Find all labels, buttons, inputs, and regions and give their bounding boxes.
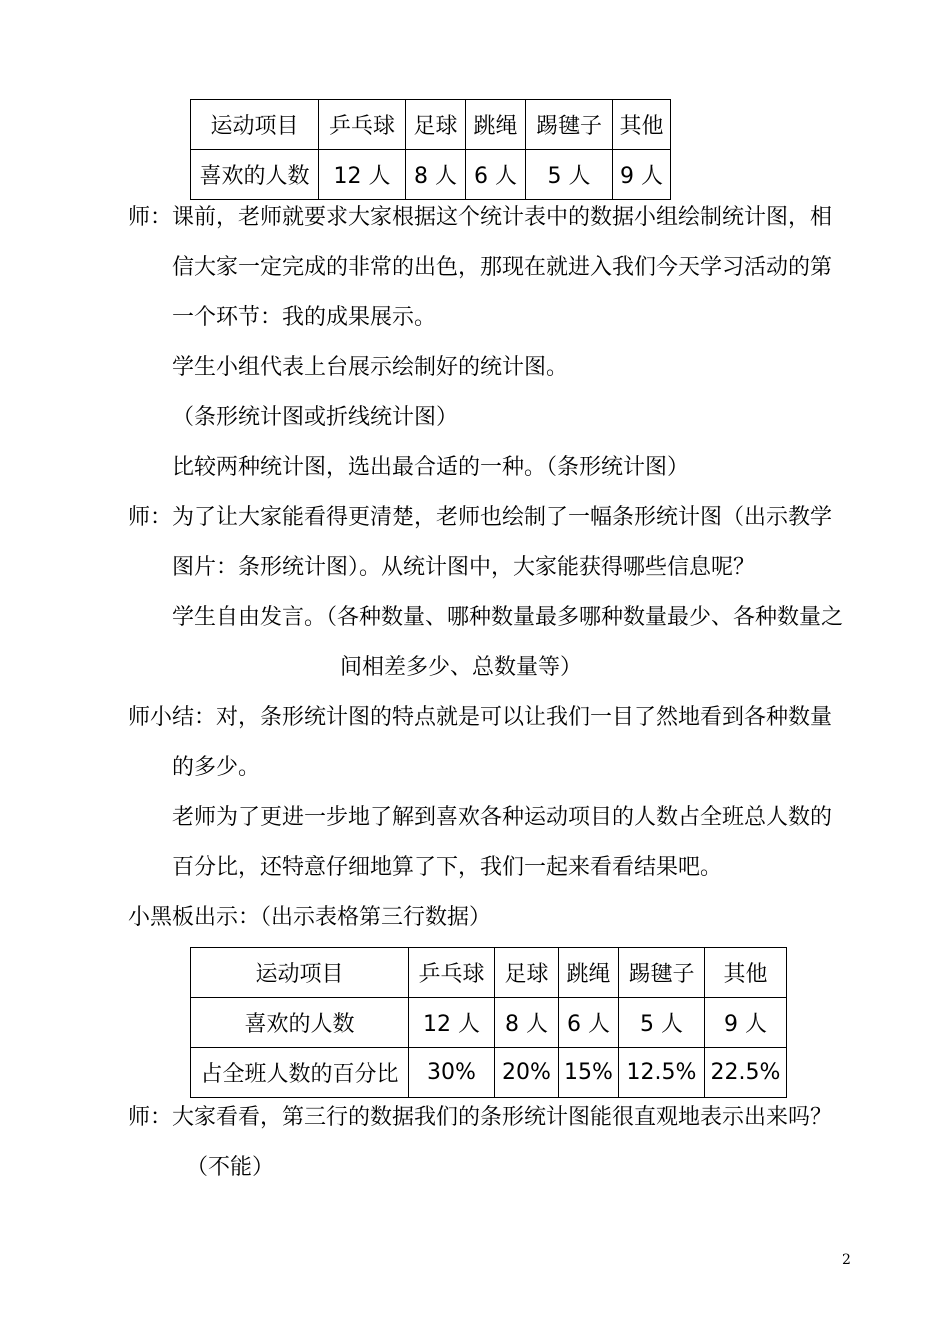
table-cell: 喜欢的人数 — [191, 998, 409, 1048]
table-row — [191, 100, 671, 150]
table-cell: 8 人 — [406, 150, 466, 200]
table-cell: 运动项目 — [191, 100, 319, 150]
text-line: 间相差多少、总数量等） — [340, 655, 583, 680]
text-line: 小黑板出示：（出示表格第三行数据） — [128, 905, 492, 930]
text-line: （条形统计图或折线统计图） — [172, 405, 459, 430]
table-cell: 12 人 — [409, 998, 495, 1048]
table-cell: 6 人 — [466, 150, 526, 200]
table-cell: 6 人 — [559, 998, 619, 1048]
table-cell: 12 人 — [319, 150, 406, 200]
table-cell: 15% — [559, 1048, 619, 1098]
table-row — [191, 1048, 787, 1098]
table-cell: 12.5% — [619, 1048, 705, 1098]
table-cell: 踢毽子 — [619, 948, 705, 998]
text-line: 百分比，还特意仔细地算了下，我们一起来看看结果吧。 — [172, 855, 723, 880]
text-line: 师：课前，老师就要求大家根据这个统计表中的数据小组绘制统计图，相 — [128, 205, 833, 230]
text-line: 学生小组代表上台展示绘制好的统计图。 — [172, 355, 569, 380]
text-line: 师小结：对，条形统计图的特点就是可以让我们一目了然地看到各种数量 — [128, 705, 833, 730]
table-cell: 乒乓球 — [409, 948, 495, 998]
table-cell: 其他 — [705, 948, 787, 998]
table-cell: 9 人 — [613, 150, 671, 200]
table-cell: 8 人 — [495, 998, 559, 1048]
table-cell: 30% — [409, 1048, 495, 1098]
text-line: 师：为了让大家能看得更清楚，老师也绘制了一幅条形统计图（出示教学 — [128, 505, 833, 530]
table-cell: 跳绳 — [466, 100, 526, 150]
table-cell: 跳绳 — [559, 948, 619, 998]
text-line: 图片：条形统计图）。从统计图中，大家能获得哪些信息呢？ — [172, 555, 756, 580]
text-line: 一个环节：我的成果展示。 — [172, 305, 437, 330]
table-cell: 9 人 — [705, 998, 787, 1048]
text-line: 的多少。 — [172, 755, 261, 780]
page-number: 2 — [842, 1252, 851, 1268]
sports-table-2 — [190, 947, 787, 1098]
table-cell: 踢毽子 — [526, 100, 613, 150]
table-cell: 喜欢的人数 — [191, 150, 319, 200]
table-cell: 其他 — [613, 100, 671, 150]
table-cell: 足球 — [406, 100, 466, 150]
table-cell: 占全班人数的百分比 — [191, 1048, 409, 1098]
table-cell: 22.5% — [705, 1048, 787, 1098]
text-line: 学生自由发言。（各种数量、哪种数量最多哪种数量最少、各种数量之 — [172, 605, 844, 630]
text-line: （不能） — [186, 1155, 275, 1180]
sports-table-1 — [190, 99, 671, 200]
text-line: 老师为了更进一步地了解到喜欢各种运动项目的人数占全班总人数的 — [172, 805, 833, 830]
table-row — [191, 150, 671, 200]
table-cell: 乒乓球 — [319, 100, 406, 150]
table-row — [191, 948, 787, 998]
table-cell: 20% — [495, 1048, 559, 1098]
text-line: 比较两种统计图，选出最合适的一种。（条形统计图） — [172, 455, 690, 480]
table-cell: 足球 — [495, 948, 559, 998]
table-cell: 运动项目 — [191, 948, 409, 998]
table-row — [191, 998, 787, 1048]
table-cell: 5 人 — [526, 150, 613, 200]
table-cell: 5 人 — [619, 998, 705, 1048]
text-line: 信大家一定完成的非常的出色，那现在就进入我们今天学习活动的第 — [172, 255, 833, 280]
text-line: 师：大家看看，第三行的数据我们的条形统计图能很直观地表示出来吗？ — [128, 1105, 833, 1130]
